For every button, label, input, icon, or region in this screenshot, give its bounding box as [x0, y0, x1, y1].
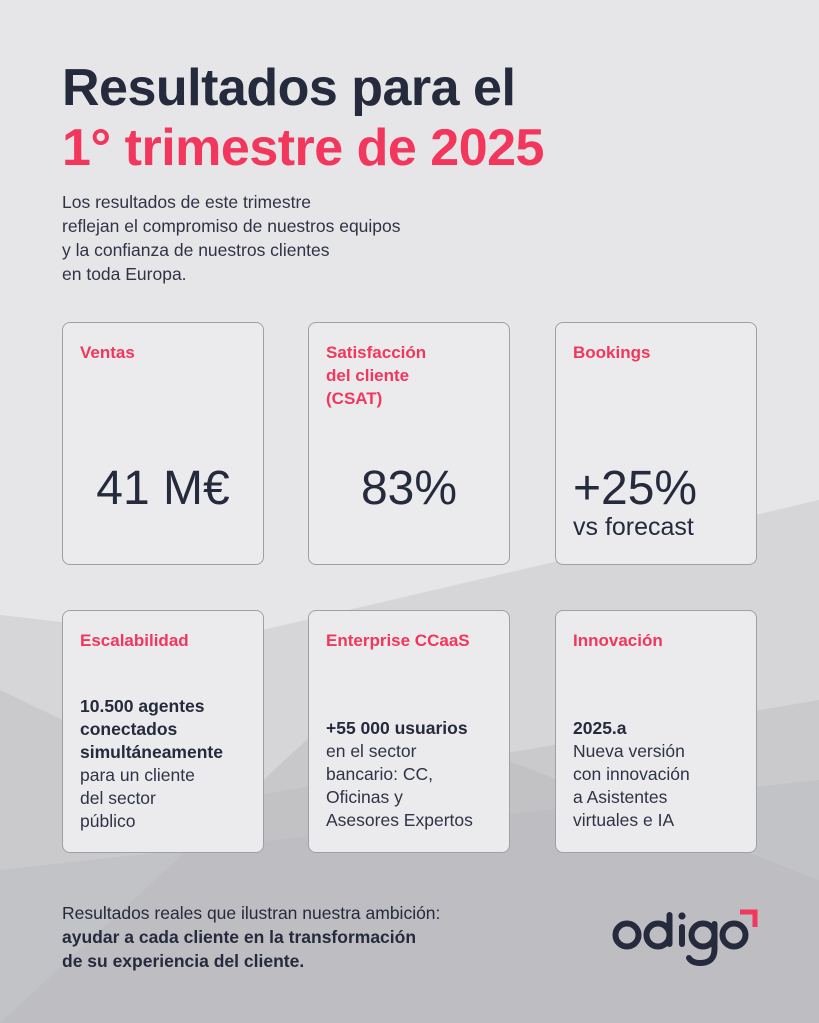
card-innovacion — [555, 610, 757, 853]
card-body-bold-line: 10.500 agentes — [80, 696, 205, 716]
intro-line: Los resultados de este trimestre — [62, 192, 312, 212]
card-body — [326, 717, 499, 832]
card-title — [326, 341, 497, 410]
card-body — [80, 695, 253, 833]
card-csat — [308, 322, 510, 565]
card-body-bold-line: 2025.a — [573, 718, 627, 738]
card-title — [573, 629, 744, 652]
card-escalabilidad — [62, 610, 264, 853]
card-body — [573, 717, 746, 832]
card-body-bold-line: conectados — [80, 719, 178, 739]
card-title — [573, 341, 744, 364]
intro-line: y la confianza de nuestros clientes — [62, 240, 330, 260]
card-body-line: para un cliente — [80, 765, 195, 785]
card-body-bold-line: +55 000 usuarios — [326, 718, 468, 738]
card-body-line: Asesores Expertos — [326, 810, 473, 830]
footer-line-bold: de su experiencia del cliente. — [62, 951, 305, 971]
card-body-line: Nueva versión — [573, 741, 685, 761]
card-body-bold-line: simultáneamente — [80, 742, 223, 762]
kpi-value: 83% — [360, 462, 458, 515]
card-title-line: Escalabilidad — [80, 631, 189, 650]
title-line-1: Resultados para el — [62, 59, 516, 117]
odigo-logo — [612, 908, 758, 966]
card-enterprise-ccaas — [308, 610, 510, 853]
intro-line: en toda Europa. — [62, 264, 187, 284]
card-body-line: Oficinas y — [326, 787, 403, 807]
card-body-line: público — [80, 811, 136, 831]
card-body-line: del sector — [80, 788, 156, 808]
card-body-line: con innovación — [573, 764, 690, 784]
card-title-line: Bookings — [573, 343, 651, 362]
card-bookings — [555, 322, 757, 565]
card-body-line: bancario: CC, — [326, 764, 433, 784]
card-ventas — [62, 322, 264, 565]
card-title-line: del cliente — [326, 366, 410, 385]
card-body-line: virtuales e IA — [573, 810, 675, 830]
title-line-2: 1° trimestre de 2025 — [62, 119, 544, 177]
card-title-line: Innovación — [573, 631, 663, 650]
kpi-value: +25% — [573, 462, 698, 515]
card-title — [80, 341, 251, 364]
card-title-line: Enterprise CCaaS — [326, 631, 470, 650]
footer-line-bold: ayudar a cada cliente en la transformación — [62, 927, 417, 947]
card-body-line: en el sector — [326, 741, 417, 761]
card-title-line: Satisfacción — [326, 343, 427, 362]
card-title — [326, 629, 497, 652]
intro-line: reflejan el compromiso de nuestros equipos — [62, 216, 401, 236]
footer-text — [62, 901, 440, 973]
kpi-subvalue: vs forecast — [573, 513, 694, 541]
page-title — [62, 58, 544, 178]
card-title-line: Ventas — [80, 343, 135, 362]
card-body-line: a Asistentes — [573, 787, 668, 807]
footer-line: Resultados reales que ilustran nuestra ambición: — [62, 903, 441, 923]
intro-paragraph — [62, 190, 522, 286]
card-title-line: (CSAT) — [326, 389, 383, 408]
kpi-value: 41 M€ — [96, 462, 230, 515]
card-title — [80, 629, 251, 652]
